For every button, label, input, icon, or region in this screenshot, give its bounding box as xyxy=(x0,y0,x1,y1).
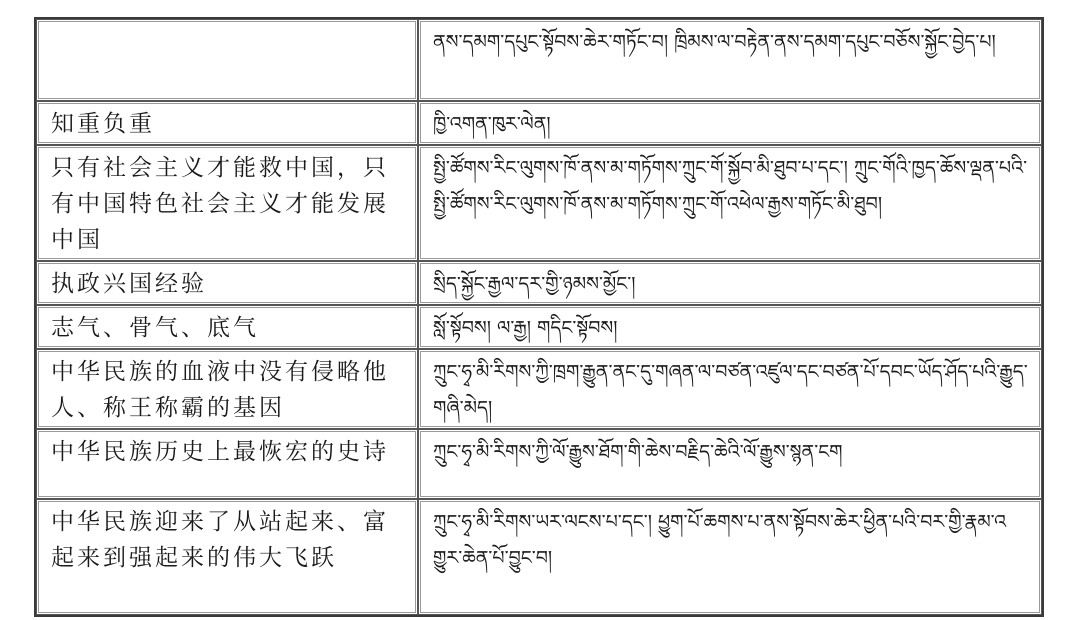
table-row xyxy=(36,101,1042,145)
chinese-term-cell: 只有社会主义才能救中国，只有中国特色社会主义才能发展中国 xyxy=(36,145,418,261)
chinese-term-cell: 志气、骨气、底气 xyxy=(36,305,418,349)
table-row xyxy=(36,145,1042,261)
chinese-term-cell xyxy=(36,19,418,101)
chinese-term-cell: 知重负重 xyxy=(36,101,418,145)
table-row xyxy=(36,261,1042,305)
tibetan-translation-cell: ཀྲུང་ཧྭ་མི་རིགས་ཀྱི་ལོ་རྒྱུས་ཐོག་གི་ཆེས་བརྗིད་ཆེའི་ལོ་རྒྱུས་སྙན་ངག xyxy=(418,429,1042,499)
tibetan-translation-cell: ཀྲུང་ཧྭ་མི་རིགས་ཀྱི་ཁྲག་རྒྱུན་ནང་དུ་གཞན་ལ་བཙན་འཛུལ་དང་བཙན་པོ་དབང་ཡོད་ཤོད་པའི་རྒྱུད་གཞི་མེད། xyxy=(418,349,1042,429)
glossary-table xyxy=(34,17,1044,617)
tibetan-translation-cell: སྤྱི་ཚོགས་རིང་ལུགས་ཁོ་ནས་མ་གཏོགས་ཀྲུང་གོ་སྐྱོབ་མི་ཐུབ་པ་དང་། ཀྲུང་གོའི་ཁྱད་ཆོས་ལྡན་པའི་སྤྱི་ཚོགས་རིང་ལུགས་ཁོ་ནས་མ་གཏོགས་ཀྲུང་གོ་འཕེལ་རྒྱས་གཏོང་མི་ཐུབ། xyxy=(418,145,1042,261)
chinese-term-cell: 中华民族的血液中没有侵略他人、称王称霸的基因 xyxy=(36,349,418,429)
chinese-term-cell: 执政兴国经验 xyxy=(36,261,418,305)
tibetan-translation-cell: སྲིད་སྐྱོང་རྒྱལ་དར་གྱི་ཉམས་མྱོང་། xyxy=(418,261,1042,305)
table-row xyxy=(36,305,1042,349)
table-row xyxy=(36,349,1042,429)
chinese-term-cell: 中华民族历史上最恢宏的史诗 xyxy=(36,429,418,499)
tibetan-translation-cell: སློ་སྟོབས། ལ་རྒྱ། གདིང་སྟོབས། xyxy=(418,305,1042,349)
chinese-term-cell: 中华民族迎来了从站起来、富起来到强起来的伟大飞跃 xyxy=(36,499,418,615)
tibetan-translation-cell: ཁྱི་འགན་ཁུར་ལེན། xyxy=(418,101,1042,145)
tibetan-translation-cell: ནས་དམག་དཔུང་སྟོབས་ཆེར་གཏོང་བ། ཁྲིམས་ལ་བརྟེན་ནས་དམག་དཔུང་བཅོས་སྐྱོང་བྱེད་པ། xyxy=(418,19,1042,101)
table-row xyxy=(36,499,1042,615)
table-row xyxy=(36,429,1042,499)
tibetan-translation-cell: ཀྲུང་ཧྭ་མི་རིགས་ཡར་ལངས་པ་དང་། ཕྱུག་པོ་ཆགས་པ་ནས་སྟོབས་ཆེར་ཕྱིན་པའི་བར་གྱི་རྣམ་འགྱུར་ཆེན་པོ་བྱུང་བ། xyxy=(418,499,1042,615)
table-row xyxy=(36,19,1042,101)
